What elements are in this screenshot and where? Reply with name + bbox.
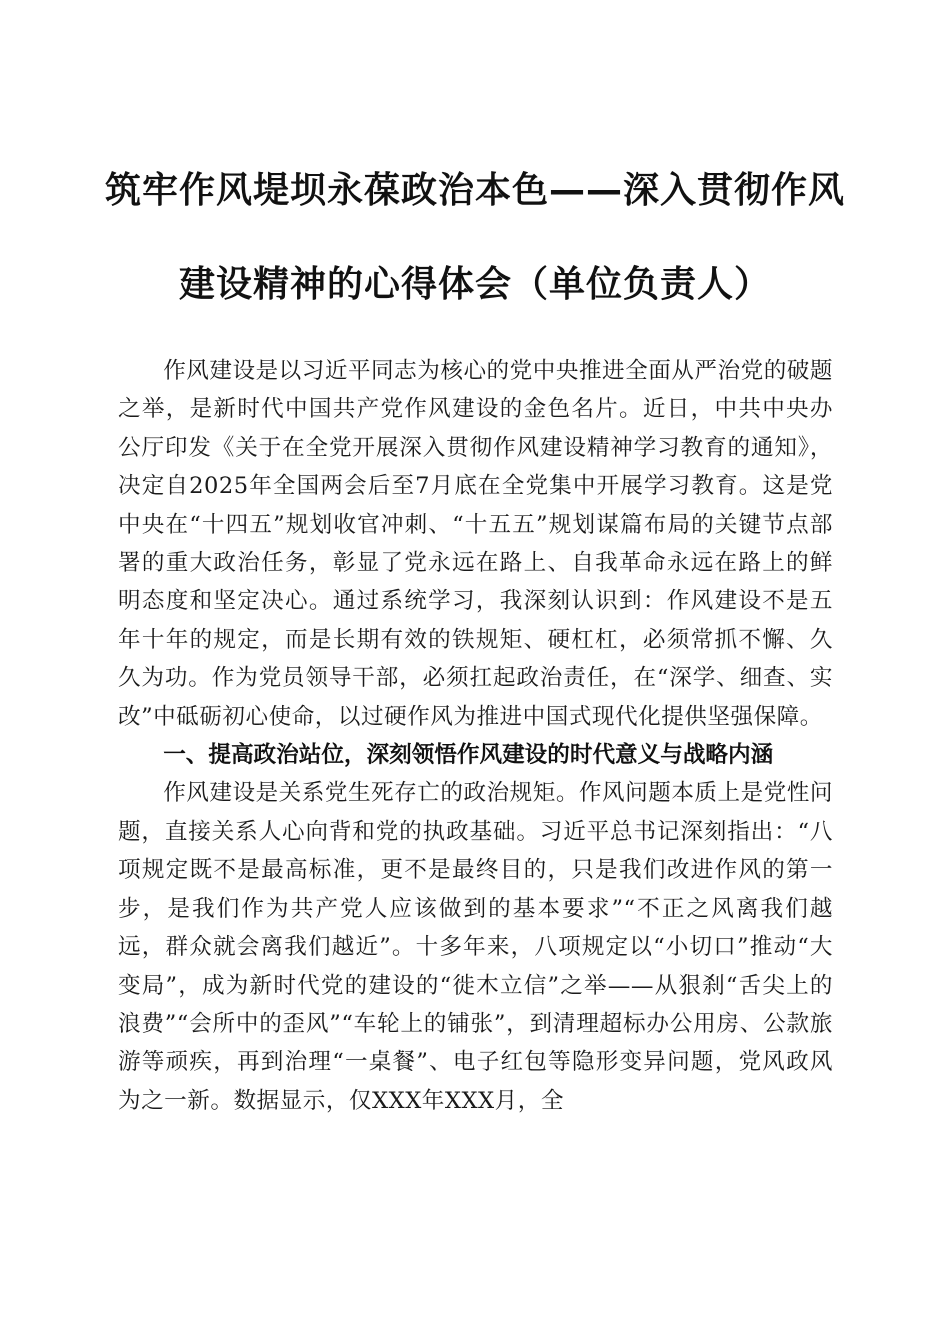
document-title-line-2: 建设精神的心得体会（单位负责人） — [178, 264, 771, 305]
document-body — [118, 352, 833, 1120]
section-1-paragraph: 作风建设是关系党生死存亡的政治规矩。作风问题本质上是党性问题，直接关系人心向背和党的执政基础。习近平总书记深刻指出：“八项规定既不是最高标准，更不是最终目的，只是我们改进作风的第一步，是我们作为共产党人应该做到的基本要求”“不正之风离我们越远，群众就会离我们越近”。十多年来，八项规定以“小切口”推动“大变局”，成为新时代党的建设的“徙木立信”之举——从狠刹“舌尖上的浪费”“会所中的歪风”“车轮上的铺张”，到清理超标办公用房、公款旅游等顽疾，再到治理“一桌餐”、电子红包等隐形变异问题，党风政风为之一新。数据显示，仅XXX年XXX月，全 — [118, 780, 833, 1114]
document-title-line-1: 筑牢作风堤坝永葆政治本色——深入贯彻作风 — [104, 170, 845, 211]
intro-paragraph: 作风建设是以习近平同志为核心的党中央推进全面从严治党的破题之举，是新时代中国共产党作风建设的金色名片。近日，中共中央办公厅印发《关于在全党开展深入贯彻作风建设精神学习教育的通知》，决定自2025年全国两会后至7月底在全党集中开展学习教育。这是党中央在“十四五”规划收官冲刺、“十五五”规划谋篇布局的关键节点部署的重大政治任务，彰显了党永远在路上、自我革命永远在路上的鲜明态度和坚定决心。通过系统学习，我深刻认识到：作风建设不是五年十年的规定，而是长期有效的铁规矩、硬杠杠，必须常抓不懈、久久为功。作为党员领导干部，必须扛起政治责任，在“深学、细查、实改”中砥砺初心使命，以过硬作风为推进中国式现代化提供坚强保障。 — [118, 358, 833, 730]
section-heading-1: 一、提高政治站位，深刻领悟作风建设的时代意义与战略内涵 — [163, 742, 774, 769]
